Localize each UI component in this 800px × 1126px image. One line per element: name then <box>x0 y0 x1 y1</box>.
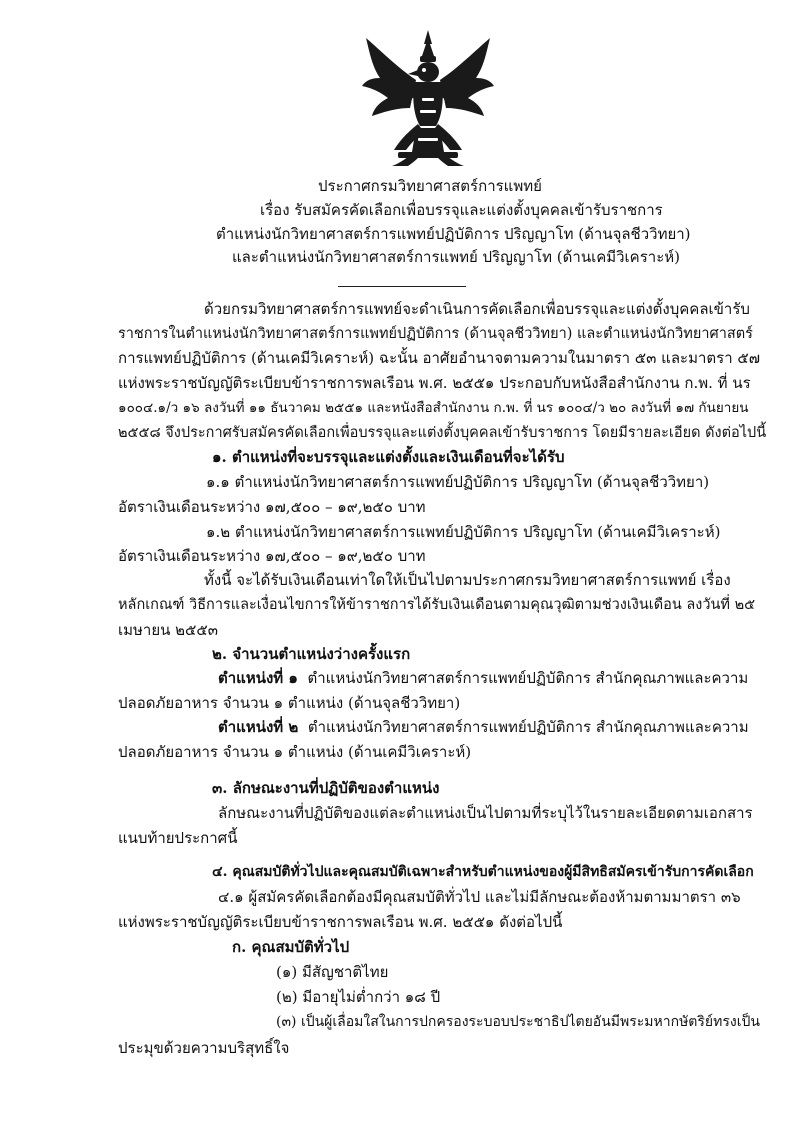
qualification-item: (๑) มีสัญชาติไทย <box>276 963 389 981</box>
qualification-item: (๓) เป็นผู้เลื่อมใสในการปกครองระบอบประชาธิปไตยอันมีพระมหากษัตริย์ทรงเป็น <box>276 1014 760 1030</box>
section-1-item-2: ๑.๒ ตำแหน่งนักวิทยาศาสตร์การแพทย์ปฏิบัติการ ปริญญาโท (ด้านเคมีวิเคราะห์) <box>206 523 721 541</box>
section-1-note-line: เมษายน ๒๕๕๓ <box>118 621 218 639</box>
section-4-heading: ๔. คุณสมบัติทั่วไปและคุณสมบัติเฉพาะสำหรับตำแหน่งของผู้มีสิทธิสมัครเข้ารับการคัดเลือก <box>212 864 754 880</box>
announcement-position-1: ตำแหน่งนักวิทยาศาสตร์การแพทย์ปฏิบัติการ ปริญญาโท (ด้านจุลชีววิทยา) <box>216 225 691 243</box>
section-1-salary-2: อัตราเงินเดือนระหว่าง ๑๗,๕๐๐ – ๑๙,๒๕๐ บาท <box>118 547 426 565</box>
garuda-emblem <box>358 28 498 168</box>
qualification-item: (๒) มีอายุไม่ต่ำกว่า ๑๘ ปี <box>276 988 441 1006</box>
intro-line: ด้วยกรมวิทยาศาสตร์การแพทย์จะดำเนินการคัดเลือกเพื่อบรรจุและแต่งตั้งบุคคลเข้ารับ <box>204 300 750 318</box>
qualification-item-cont: ประมุขด้วยความบริสุทธิ์ใจ <box>118 1039 290 1057</box>
section-4-paragraph-cont: แห่งพระราชบัญญัติระเบียบข้าราชการพลเรือน พ.ศ. ๒๕๕๑ ดังต่อไปนี้ <box>118 913 563 931</box>
intro-line: ราชการในตำแหน่งนักวิทยาศาสตร์การแพทย์ปฏิบัติการ (ด้านจุลชีววิทยา) และตำแหน่งนักวิทยาศาสตร์ <box>118 326 753 342</box>
section-2-position-2 <box>218 717 749 737</box>
qualifications-subheading: ก. คุณสมบัติทั่วไป <box>232 938 350 956</box>
header-divider <box>338 286 466 287</box>
section-3-text-cont: แนบท้ายประกาศนี้ <box>118 829 238 847</box>
section-2-position-1 <box>218 668 748 688</box>
section-3-text: ลักษณะงานที่ปฏิบัติของแต่ละตำแหน่งเป็นไปตามที่ระบุไว้ในรายละเอียดตามเอกสาร <box>218 804 753 822</box>
section-2-position-1-cont: ปลอดภัยอาหาร จำนวน ๑ ตำแหน่ง (ด้านจุลชีววิทยา) <box>118 694 461 712</box>
intro-line: ๑๐๐๔.๑/ว ๑๖ ลงวันที่ ๑๑ ธันวาคม ๒๕๕๑ และหนังสือสำนักงาน ก.พ. ที่ นร ๑๐๐๔/ว ๒๐ ลงวันที่ ๑๗ กันยายน <box>118 400 749 416</box>
intro-line: การแพทย์ปฏิบัติการ (ด้านเคมีวิเคราะห์) ฉะนั้น อาศัยอำนาจตามความในมาตรา ๕๓ และมาตรา ๕๗ <box>118 349 761 367</box>
position-2-text: ตำแหน่งนักวิทยาศาสตร์การแพทย์ปฏิบัติการ สำนักคุณภาพและความ <box>307 718 749 736</box>
position-2-label: ตำแหน่งที่ ๒ <box>218 718 299 736</box>
section-1-item-1: ๑.๑ ตำแหน่งนักวิทยาศาสตร์การแพทย์ปฏิบัติการ ปริญญาโท (ด้านจุลชีววิทยา) <box>206 473 710 491</box>
section-1-salary-1: อัตราเงินเดือนระหว่าง ๑๗,๕๐๐ – ๑๙,๒๕๐ บาท <box>118 498 426 516</box>
section-1-note-line: หลักเกณฑ์ วิธีการและเงื่อนไขการให้ข้าราชการได้รับเงินเดือนตามคุณวุฒิตามช่วงเงินเดือน ลงวันที่ ๒๕ <box>118 597 756 613</box>
announcement-position-2: และตำแหน่งนักวิทยาศาสตร์การแพทย์ ปริญญาโท (ด้านเคมีวิเคราะห์) <box>232 248 680 266</box>
announcement-title: ประกาศกรมวิทยาศาสตร์การแพทย์ <box>318 177 542 195</box>
position-1-label: ตำแหน่งที่ ๑ <box>218 669 298 687</box>
section-2-heading: ๒. จำนวนตำแหน่งว่างครั้งแรก <box>212 645 411 663</box>
section-1-heading: ๑. ตำแหน่งที่จะบรรจุและแต่งตั้งและเงินเดือนที่จะได้รับ <box>212 448 565 466</box>
intro-line: แห่งพระราชบัญญัติระเบียบข้าราชการพลเรือน พ.ศ. ๒๕๕๑ ประกอบกับหนังสือสำนักงาน ก.พ. ที่ นร <box>118 374 751 392</box>
intro-line: ๒๕๕๘ จึงประกาศรับสมัครคัดเลือกเพื่อบรรจุและแต่งตั้งบุคคลเข้ารับราชการ โดยมีรายละเอียด ดังต่อไปนี้ <box>118 425 767 441</box>
section-4-paragraph: ๔.๑ ผู้สมัครคัดเลือกต้องมีคุณสมบัติทั่วไป และไม่มีลักษณะต้องห้ามตามมาตรา ๓๖ <box>218 888 741 906</box>
position-1-text: ตำแหน่งนักวิทยาศาสตร์การแพทย์ปฏิบัติการ สำนักคุณภาพและความ <box>307 669 749 687</box>
section-2-position-2-cont: ปลอดภัยอาหาร จำนวน ๑ ตำแหน่ง (ด้านเคมีวิเคราะห์) <box>118 743 472 761</box>
section-1-note-line: ทั้งนี้ จะได้รับเงินเดือนเท่าใดให้เป็นไปตามประกาศกรมวิทยาศาสตร์การแพทย์ เรื่อง <box>204 571 731 589</box>
section-3-heading: ๓. ลักษณะงานที่ปฏิบัติของตำแหน่ง <box>212 779 440 797</box>
announcement-subject: เรื่อง รับสมัครคัดเลือกเพื่อบรรจุและแต่งตั้งบุคคลเข้ารับราชการ <box>260 201 663 219</box>
